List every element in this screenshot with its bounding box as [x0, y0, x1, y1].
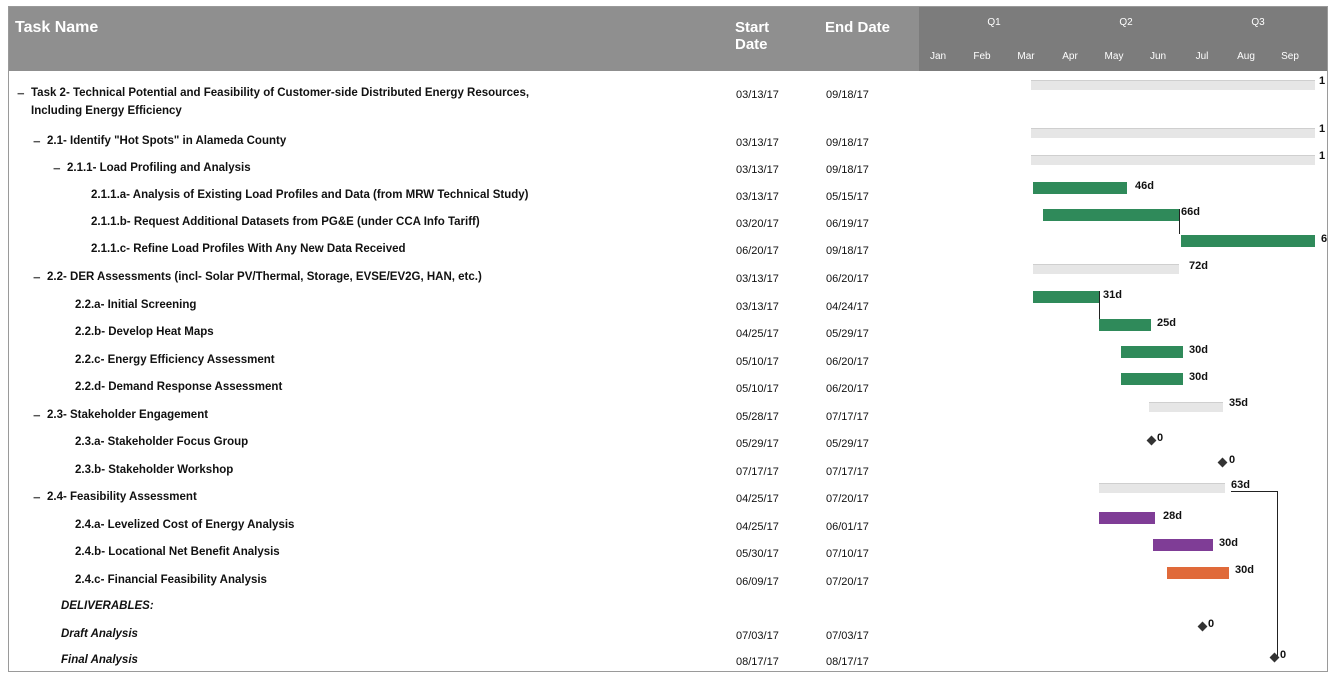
- task-bar[interactable]: [1167, 567, 1229, 579]
- duration-label: 0: [1157, 432, 1164, 444]
- start-date-header[interactable]: Start Date: [735, 19, 770, 53]
- timeline-area: [919, 71, 1327, 671]
- task-bar[interactable]: [1099, 512, 1155, 524]
- collapse-icon[interactable]: −: [53, 161, 61, 176]
- task-bar[interactable]: [1033, 182, 1127, 194]
- start-date: 03/13/17: [736, 301, 779, 313]
- task-name: 2.4.c- Financial Feasibility Analysis: [75, 574, 267, 586]
- start-date: 06/20/17: [736, 245, 779, 257]
- end-date: 06/19/17: [826, 218, 869, 230]
- collapse-icon[interactable]: −: [17, 86, 25, 101]
- end-date: 07/10/17: [826, 548, 869, 560]
- task-name-header[interactable]: Task Name: [15, 19, 99, 36]
- collapse-icon[interactable]: −: [33, 270, 41, 285]
- task-name: 2.2- DER Assessments (incl- Solar PV/Thermal, Storage, EVSE/EV2G, HAN, etc.): [47, 271, 482, 283]
- month-label: Jan: [929, 51, 947, 62]
- task-name: 2.3.a- Stakeholder Focus Group: [75, 436, 249, 448]
- task-name: Task 2- Technical Potential and Feasibility of Customer-side Distributed Energy Resources,: [31, 87, 530, 99]
- summary-bar[interactable]: [1149, 402, 1223, 412]
- summary-bar[interactable]: [1033, 264, 1179, 274]
- start-date: 05/10/17: [736, 356, 779, 368]
- start-date: 03/13/17: [736, 137, 779, 149]
- start-date: 04/25/17: [736, 328, 779, 340]
- start-date: 05/29/17: [736, 438, 779, 450]
- duration-label: 35d: [1229, 397, 1248, 409]
- task-name: 2.4- Feasibility Assessment: [47, 491, 197, 503]
- month-label: Jul: [1195, 51, 1209, 62]
- end-date: 08/17/17: [826, 656, 869, 668]
- quarter-label: Q1: [987, 17, 1001, 28]
- task-name: 2.1- Identify "Hot Spots" in Alameda County: [47, 135, 287, 147]
- dependency-line: [1277, 491, 1278, 657]
- table-header: [9, 7, 1327, 71]
- duration-label: 30d: [1189, 344, 1208, 356]
- task-name: 2.3- Stakeholder Engagement: [47, 409, 209, 421]
- collapse-icon[interactable]: −: [33, 408, 41, 423]
- quarter-label: Q3: [1251, 17, 1265, 28]
- task-bar[interactable]: [1121, 346, 1183, 358]
- duration-label: 46d: [1135, 180, 1154, 192]
- month-label: Sep: [1281, 51, 1299, 62]
- start-date: 04/25/17: [736, 521, 779, 533]
- task-name: 2.2.b- Develop Heat Maps: [75, 326, 214, 338]
- duration-label: 30d: [1219, 537, 1238, 549]
- start-date: 03/13/17: [736, 164, 779, 176]
- end-date: 07/20/17: [826, 576, 869, 588]
- task-name: 2.4.a- Levelized Cost of Energy Analysis: [75, 519, 295, 531]
- duration-label: 66d: [1181, 206, 1200, 218]
- end-date: 05/29/17: [826, 328, 869, 340]
- task-name: 2.1.1.a- Analysis of Existing Load Profiles and Data (from MRW Technical Study): [91, 189, 529, 201]
- dependency-line: [1099, 291, 1100, 319]
- month-label: May: [1104, 51, 1124, 62]
- task-name: 2.1.1.b- Request Additional Datasets from PG&E (under CCA Info Tariff): [91, 216, 480, 228]
- dependency-line: [1231, 491, 1277, 492]
- duration-label: 30d: [1235, 564, 1254, 576]
- quarter-label: Q2: [1119, 17, 1133, 28]
- end-date: 05/29/17: [826, 438, 869, 450]
- duration-label: 72d: [1189, 260, 1208, 272]
- milestone-diamond[interactable]: [1218, 458, 1228, 468]
- milestone-diamond[interactable]: [1147, 436, 1157, 446]
- month-label: Aug: [1237, 51, 1255, 62]
- month-label: Jun: [1149, 51, 1167, 62]
- duration-label: 63d: [1231, 479, 1250, 491]
- summary-bar[interactable]: [1031, 128, 1315, 138]
- collapse-icon[interactable]: −: [33, 134, 41, 149]
- task-bar[interactable]: [1033, 291, 1099, 303]
- task-name: 2.2.c- Energy Efficiency Assessment: [75, 354, 275, 366]
- end-date: 04/24/17: [826, 301, 869, 313]
- start-date: 07/03/17: [736, 630, 779, 642]
- duration-label: 28d: [1163, 510, 1182, 522]
- end-date: 06/20/17: [826, 273, 869, 285]
- task-bar[interactable]: [1153, 539, 1213, 551]
- end-date: 09/18/17: [826, 137, 869, 149]
- duration-label: 1: [1319, 123, 1326, 135]
- collapse-icon[interactable]: −: [33, 490, 41, 505]
- summary-bar[interactable]: [1099, 483, 1225, 493]
- end-date: 06/20/17: [826, 356, 869, 368]
- duration-label: 0: [1280, 649, 1287, 661]
- summary-bar[interactable]: [1031, 80, 1315, 90]
- end-date: 05/15/17: [826, 191, 869, 203]
- gantt-chart: [8, 6, 1328, 672]
- start-date: 05/30/17: [736, 548, 779, 560]
- task-name: Draft Analysis: [61, 628, 138, 640]
- milestone-diamond[interactable]: [1198, 622, 1208, 632]
- duration-label: 31d: [1103, 289, 1122, 301]
- end-date: 09/18/17: [826, 164, 869, 176]
- start-date: 03/13/17: [736, 273, 779, 285]
- task-bar[interactable]: [1043, 209, 1179, 221]
- task-name: 2.4.b- Locational Net Benefit Analysis: [75, 546, 280, 558]
- summary-bar[interactable]: [1031, 155, 1315, 165]
- start-date: 05/10/17: [736, 383, 779, 395]
- task-name: 2.1.1.c- Refine Load Profiles With Any New Data Received: [91, 243, 406, 255]
- end-date: 09/18/17: [826, 245, 869, 257]
- duration-label: 0: [1208, 618, 1215, 630]
- task-name: Final Analysis: [61, 654, 138, 666]
- duration-label: 25d: [1157, 317, 1176, 329]
- month-label: Feb: [973, 51, 991, 62]
- end-date: 07/03/17: [826, 630, 869, 642]
- start-date: 03/13/17: [736, 89, 779, 101]
- end-date: 07/20/17: [826, 493, 869, 505]
- task-bar[interactable]: [1121, 373, 1183, 385]
- end-date: 06/20/17: [826, 383, 869, 395]
- start-date: 08/17/17: [736, 656, 779, 668]
- start-date: 04/25/17: [736, 493, 779, 505]
- start-date: 03/20/17: [736, 218, 779, 230]
- end-date: 09/18/17: [826, 89, 869, 101]
- task-name: 2.1.1- Load Profiling and Analysis: [67, 162, 251, 174]
- end-date: 06/01/17: [826, 521, 869, 533]
- month-label: Mar: [1017, 51, 1035, 62]
- task-bar[interactable]: [1181, 235, 1315, 247]
- task-name: 2.2.a- Initial Screening: [75, 299, 197, 311]
- duration-label: 0: [1229, 454, 1236, 466]
- end-date: 07/17/17: [826, 411, 869, 423]
- start-date: 03/13/17: [736, 191, 779, 203]
- start-date: 05/28/17: [736, 411, 779, 423]
- duration-label: 1: [1319, 150, 1326, 162]
- end-date: 07/17/17: [826, 466, 869, 478]
- end-date-header[interactable]: End Date: [825, 19, 891, 36]
- duration-label: 30d: [1189, 371, 1208, 383]
- month-label: Apr: [1062, 51, 1078, 62]
- duration-label: 1: [1319, 75, 1326, 87]
- task-name: 2.2.d- Demand Response Assessment: [75, 381, 283, 393]
- deliverables-label: DELIVERABLES:: [61, 600, 154, 612]
- task-bar[interactable]: [1099, 319, 1151, 331]
- task-name: 2.3.b- Stakeholder Workshop: [75, 464, 234, 476]
- start-date: 07/17/17: [736, 466, 779, 478]
- task-name: Including Energy Efficiency: [31, 105, 182, 117]
- dependency-line: [1179, 209, 1180, 234]
- start-date: 06/09/17: [736, 576, 779, 588]
- duration-label: 6: [1321, 233, 1328, 245]
